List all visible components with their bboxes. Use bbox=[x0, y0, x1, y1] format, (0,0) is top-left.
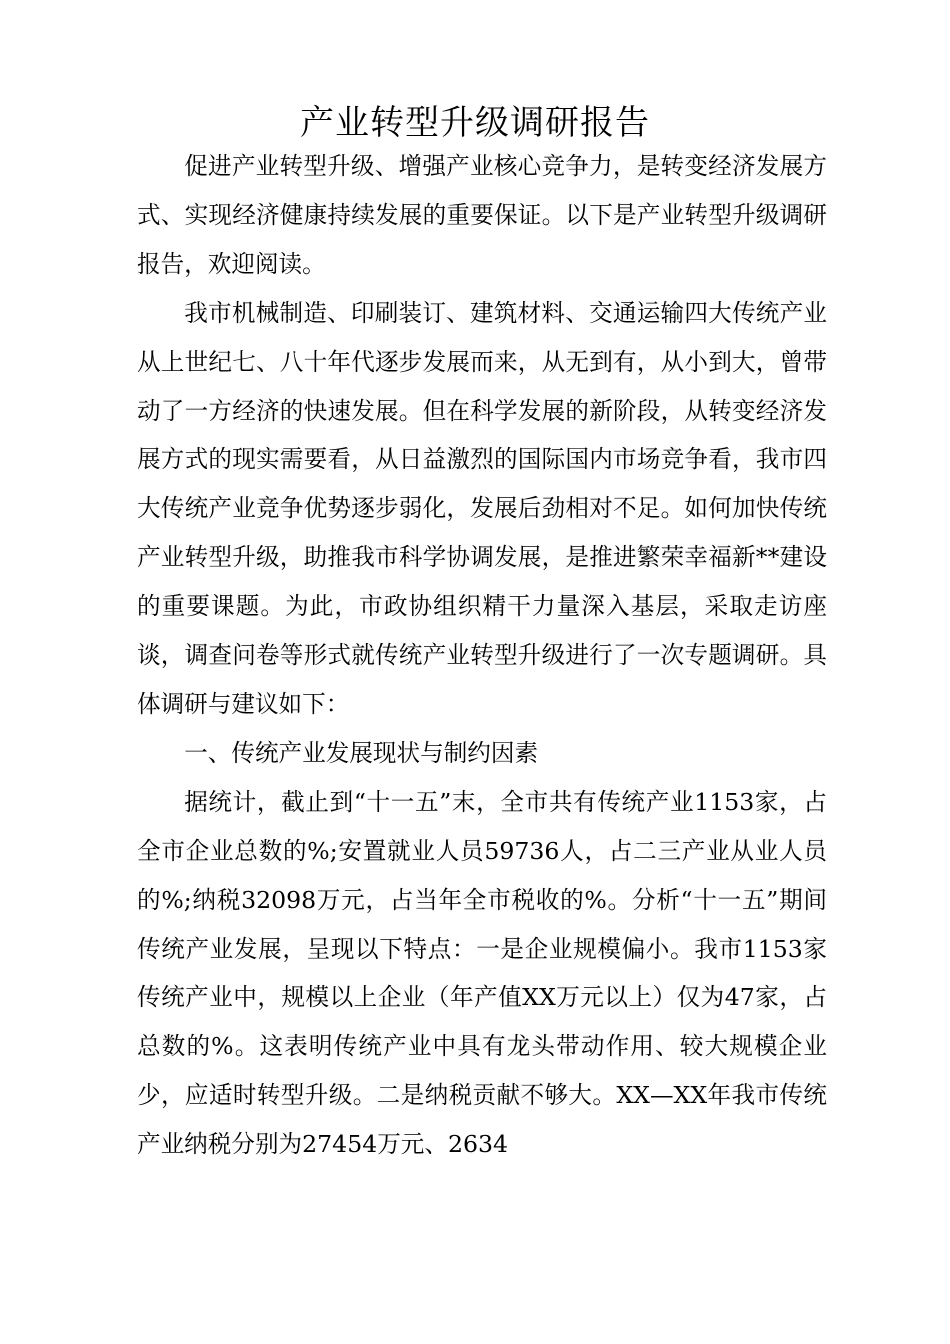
paragraph-background: 我市机械制造、印刷装订、建筑材料、交通运输四大传统产业从上世纪七、八十年代逐步发展而来，从无到有，从小到大，曾带动了一方经济的快速发展。但在科学发展的新阶段，从转变经济发展方式的现实需要看，从日益激烈的国际国内市场竞争看，我市四大传统产业竞争优势逐步弱化，发展后劲相对不足。如何加快传统产业转型升级，助推我市科学协调发展，是推进繁荣幸福新**建设的重要课题。为此，市政协组织精干力量深入基层，采取走访座谈，调查问卷等形式就传统产业转型升级进行了一次专题调研。具体调研与建议如下： bbox=[137, 298, 827, 718]
paragraph-statistics: 据统计，截止到“十一五”末，全市共有传统产业1153家，占全市企业总数的%;安置就业人员59736人，占二三产业从业人员的%;纳税32098万元，占当年全市税收的%。分析“十一五”期间传统产业发展，呈现以下特点：一是企业规模偏小。我市1153家传统产业中，规模以上企业（年产值XX万元以上）仅为47家，占总数的%。这表明传统产业中具有龙头带动作用、较大规模企业少，应适时转型升级。二是纳税贡献不够大。XX—XX年我市传统产业纳税分别为27454万元、2634 bbox=[137, 787, 827, 1159]
document-body bbox=[137, 142, 827, 1169]
document-title: 产业转型升级调研报告 bbox=[300, 103, 650, 143]
paragraph-intro: 促进产业转型升级、增强产业核心竞争力，是转变经济发展方式、实现经济健康持续发展的重要保证。以下是产业转型升级调研报告，欢迎阅读。 bbox=[137, 152, 827, 278]
section-heading: 一、传统产业发展现状与制约因素 bbox=[184, 738, 539, 767]
